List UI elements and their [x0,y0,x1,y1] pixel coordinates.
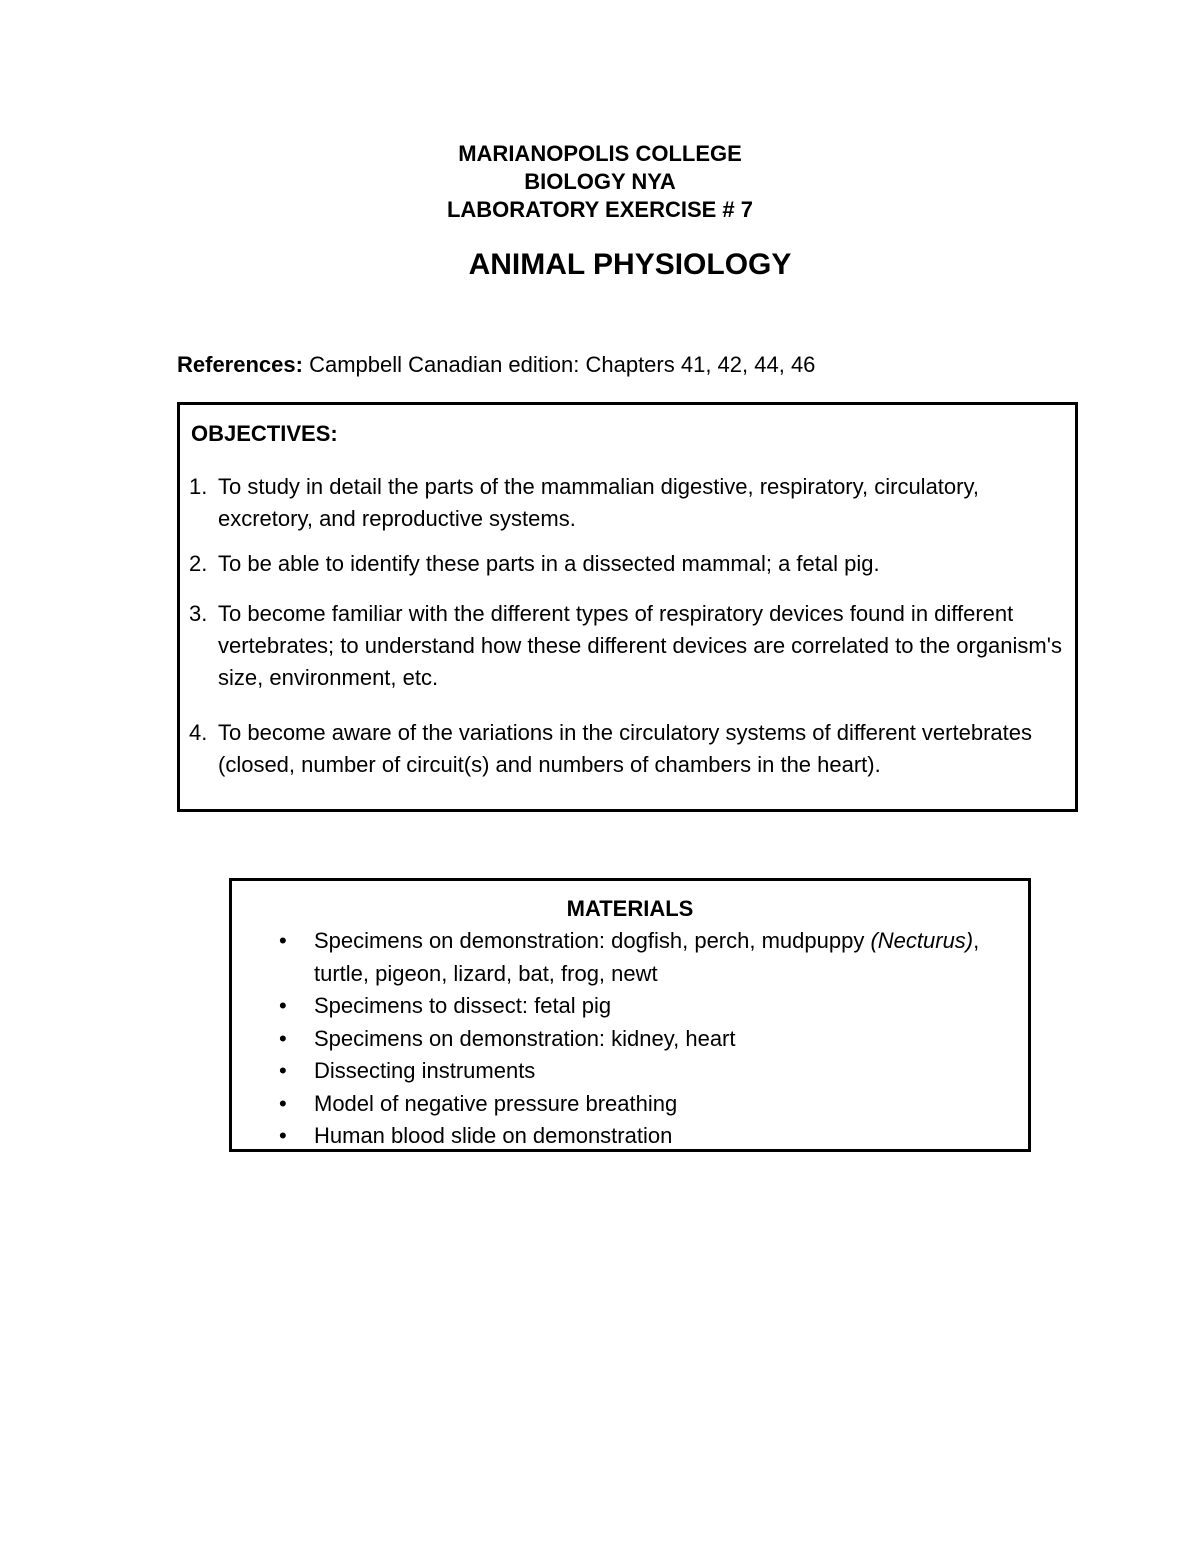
objective-number: 3. [189,601,208,626]
objective-item [189,548,1069,580]
references-text: Campbell Canadian edition: Chapters 41, 42, 44, 46 [309,352,816,377]
materials-item [272,1088,1012,1121]
objectives-box [177,402,1078,812]
objective-text: To become aware of the variations in the circulatory systems of different vertebrates (closed, number of circuit(s) and numbers of chambers in the heart). [218,720,1032,777]
bullet-icon: • [279,1025,287,1051]
references-label: References: [177,352,303,377]
materials-item-text: Dissecting instruments [314,1058,536,1083]
bullet-icon: • [279,1123,287,1148]
materials-item-text: Model of negative pressure breathing [314,1090,678,1116]
materials-item [272,1055,1012,1088]
materials-item-text: Specimens on demonstration: kidney, heart [314,1025,736,1051]
objective-item [189,598,1069,694]
materials-item-text: Specimens on demonstration: dogfish, perch, mudpuppy [314,928,865,953]
objective-item [189,717,1069,781]
materials-item-text: Specimens to dissect: fetal pig [314,993,612,1018]
materials-item [272,990,1012,1023]
materials-list [272,925,1012,1153]
materials-box [229,878,1031,1152]
objective-number: 4. [189,720,208,745]
page-title: ANIMAL PHYSIOLOGY [468,248,792,281]
materials-item [272,1120,1012,1153]
materials-item [272,925,1012,990]
objective-text: To study in detail the parts of the mammalian digestive, respiratory, circulatory, excretory, and reproductive systems. [218,474,979,531]
objective-text: To become familiar with the different types of respiratory devices found in different vertebrates; to understand how these different devices are correlated to the organism's size, environment, etc. [218,601,1062,690]
materials-item-italic: (Necturus) [870,928,974,953]
objective-number: 2. [189,551,208,576]
objective-item [189,471,1069,535]
bullet-icon: • [279,928,287,953]
course-name: BIOLOGY NYA [524,169,676,194]
college-name: MARIANOPOLIS COLLEGE [458,141,742,166]
bullet-icon: • [279,993,287,1018]
bullet-icon: • [279,1090,287,1116]
exercise-number: LABORATORY EXERCISE # 7 [446,197,754,222]
materials-item-text: , turtle, pigeon, lizard, bat, frog, newt [314,928,980,986]
objectives-title: OBJECTIVES: [191,421,338,446]
materials-item [272,1023,1012,1056]
materials-title: MATERIALS [566,896,694,921]
objective-number: 1. [189,474,208,499]
materials-item-text: Human blood slide on demonstration [314,1123,673,1148]
bullet-icon: • [279,1058,287,1083]
references [177,352,815,378]
document-header [0,140,1200,224]
objective-text: To be able to identify these parts in a dissected mammal; a fetal pig. [218,551,880,576]
